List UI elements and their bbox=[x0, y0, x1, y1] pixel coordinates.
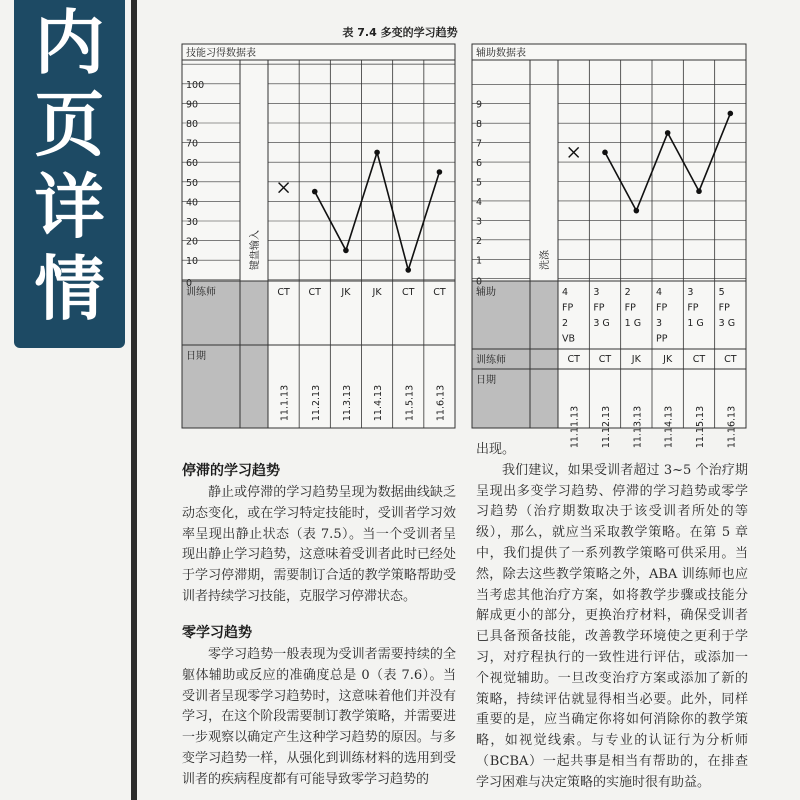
prompt-cell: 3 bbox=[687, 287, 694, 298]
skill-side-label: 键盘输入 bbox=[250, 230, 261, 270]
trainer-cell: CT bbox=[598, 354, 612, 365]
skill-date-label: 日期 bbox=[186, 351, 206, 362]
para-continuation: 出现。 bbox=[476, 442, 516, 457]
data-point bbox=[665, 130, 671, 136]
date-cell: 11.1.13 bbox=[279, 384, 291, 422]
y-tick-label: 90 bbox=[186, 99, 199, 111]
para-zero: 零学习趋势一般表现为受训者需要持续的全躯体辅助或反应的准确度总是 0（表 7.6）。当受训者呈现零学习趋势时，这意味着他们并没有学习，在这个阶段需要制订教学策略，并需要进一步观察以确定产生这种学习趋势的原因。与多变学习趋势一样，从强化到训练材料的选用到受训者的疾病程度都有可能导致零学习趋势的 bbox=[182, 647, 456, 787]
para-recommendation: 我们建议，如果受训者超过 3~5 个治疗期呈现出多变学习趋势、停滞的学习趋势或零学习趋势（治疗期数取决于该受训者所处的等级），那么，就应当采取教学策略。在第 5 章中，我们提供了一系列教学策略可供采用。当然，除去这些教学策略之外，ABA 训练师也应当考虑其他治疗方案，如将教学步骤或技能分解成更小的部分，更换治疗材料，确保受训者已具备预备技能，改善教学环境使之更利于学习，对疗程执行的一致性进行评估，或添加一个视觉辅助。一旦改变治疗方案或添加了新的策略，持续评估就显得相当必要。此外，同样重要的是，应当确定你将如何消除你的教学策略，如视觉线索。与专业的认证行为分析师（BCBA）一起共事是相当有帮助的，在排查学习困难与决定策略的实施时很有助益。 bbox=[476, 462, 748, 790]
skill-shaded-side-column bbox=[240, 281, 268, 428]
badge-char-2: 页 bbox=[34, 84, 105, 166]
prompt-cell: FP bbox=[718, 302, 730, 314]
trainer-cell: JK bbox=[341, 287, 351, 298]
date-cell: 11.14.13 bbox=[663, 405, 675, 449]
para-stagnant: 静止或停滞的学习趋势呈现为数据曲线缺乏动态变化，或在学习特定技能时，受训者学习效率呈现出静止状态（表 7.5）。当一个受训者呈现出静止学习趋势，这意味着受训者此时已经处于学习停滞期，需要制订合适的教学策略帮助受训者持续学习技能，克服学习停滞状态。 bbox=[182, 485, 456, 604]
date-cell: 11.3.13 bbox=[341, 384, 353, 422]
prompt-table-title: 辅助数据表 bbox=[476, 48, 526, 59]
left-column-para1 bbox=[182, 483, 456, 608]
prompt-shaded-side-column bbox=[530, 281, 558, 428]
y-tick-label: 0 bbox=[186, 277, 193, 289]
y-tick-label: 70 bbox=[186, 138, 199, 150]
prompt-cell: FP bbox=[562, 302, 574, 314]
y-tick-label: 9 bbox=[476, 99, 483, 111]
y-tick-label: 100 bbox=[186, 79, 205, 91]
date-cell: 11.15.13 bbox=[695, 405, 706, 449]
prompt-cell: VB bbox=[562, 333, 576, 345]
prompt-cell: 3 bbox=[593, 287, 600, 298]
data-point bbox=[634, 208, 640, 214]
badge-char-4: 情 bbox=[34, 248, 105, 330]
data-point bbox=[374, 150, 380, 156]
y-tick-label: 0 bbox=[476, 276, 483, 288]
y-tick-label: 40 bbox=[186, 197, 199, 209]
table-caption: 表 7.4 多变的学习趋势 bbox=[342, 26, 458, 39]
prompt-cell: 5 bbox=[718, 287, 725, 298]
data-point bbox=[312, 189, 318, 195]
trainer-cell: CT bbox=[692, 354, 706, 365]
date-cell: 11.2.13 bbox=[310, 384, 322, 422]
prompt-cell: 3 G bbox=[593, 318, 610, 329]
prompt-cell: 4 bbox=[656, 287, 663, 298]
trainer-cell: JK bbox=[372, 287, 382, 298]
y-tick-label: 7 bbox=[476, 138, 483, 150]
date-cell: 11.11.13 bbox=[569, 405, 581, 449]
prompt-side-label: 洗涤 bbox=[540, 250, 551, 270]
data-point bbox=[343, 248, 349, 254]
y-tick-label: 4 bbox=[476, 196, 483, 208]
y-tick-label: 20 bbox=[186, 236, 199, 248]
trainer-cell: CT bbox=[308, 287, 321, 298]
date-cell: 11.5.13 bbox=[404, 384, 416, 422]
skill-trainer-label: 训练师 bbox=[186, 287, 216, 298]
right-column bbox=[476, 440, 748, 794]
trainer-cell: JK bbox=[631, 354, 641, 365]
heading-stagnant-trend: 停滞的学习趋势 bbox=[182, 463, 280, 479]
prompt-cell: 2 bbox=[624, 287, 631, 298]
data-point bbox=[405, 267, 411, 273]
y-tick-label: 1 bbox=[476, 255, 483, 267]
y-tick-label: 5 bbox=[476, 177, 483, 189]
data-point bbox=[696, 188, 702, 194]
prompt-trainer-label: 训练师 bbox=[476, 355, 506, 366]
y-tick-label: 8 bbox=[476, 119, 483, 131]
prompt-cell: 3 bbox=[656, 318, 663, 329]
prompt-cell: 1 G bbox=[624, 318, 642, 329]
date-cell: 11.13.13 bbox=[632, 405, 644, 449]
trainer-cell: CT bbox=[567, 354, 580, 365]
date-cell: 11.16.13 bbox=[726, 405, 738, 449]
y-tick-label: 6 bbox=[476, 158, 483, 170]
y-tick-label: 80 bbox=[186, 119, 199, 130]
badge-char-1: 内 bbox=[34, 2, 105, 84]
left-column-para2 bbox=[182, 645, 456, 791]
y-tick-label: 50 bbox=[186, 177, 199, 189]
y-tick-label: 10 bbox=[186, 256, 199, 268]
prompt-date-label: 日期 bbox=[476, 375, 496, 386]
date-cell: 11.6.13 bbox=[435, 384, 447, 422]
date-cell: 11.12.13 bbox=[601, 405, 612, 449]
y-tick-label: 30 bbox=[186, 217, 199, 228]
data-point bbox=[437, 169, 443, 175]
prompt-cell: FP bbox=[687, 302, 699, 314]
prompt-cell: 2 bbox=[562, 318, 569, 329]
trainer-cell: CT bbox=[433, 287, 446, 298]
trainer-cell: CT bbox=[724, 354, 737, 365]
data-point bbox=[728, 111, 734, 117]
prompt-cell: FP bbox=[624, 302, 636, 314]
badge-char-3: 详 bbox=[34, 166, 105, 248]
prompt-cell: FP bbox=[656, 302, 668, 314]
prompt-prompt-label: 辅助 bbox=[476, 287, 496, 298]
prompt-cell: PP bbox=[656, 333, 668, 345]
y-tick-label: 3 bbox=[476, 216, 483, 228]
prompt-cell: 3 G bbox=[718, 318, 736, 329]
prompt-cell: 4 bbox=[562, 287, 569, 298]
trainer-cell: CT bbox=[402, 287, 415, 298]
prompt-cell: FP bbox=[593, 302, 605, 314]
heading-zero-trend: 零学习趋势 bbox=[182, 625, 252, 641]
date-cell: 11.4.13 bbox=[373, 384, 385, 422]
trainer-cell: JK bbox=[663, 354, 673, 365]
trainer-cell: CT bbox=[277, 287, 290, 298]
prompt-cell: 1 G bbox=[687, 318, 704, 329]
y-tick-label: 2 bbox=[476, 235, 483, 247]
data-point bbox=[602, 150, 608, 156]
y-tick-label: 60 bbox=[186, 158, 199, 170]
skill-table-title: 技能习得数据表 bbox=[186, 48, 256, 59]
